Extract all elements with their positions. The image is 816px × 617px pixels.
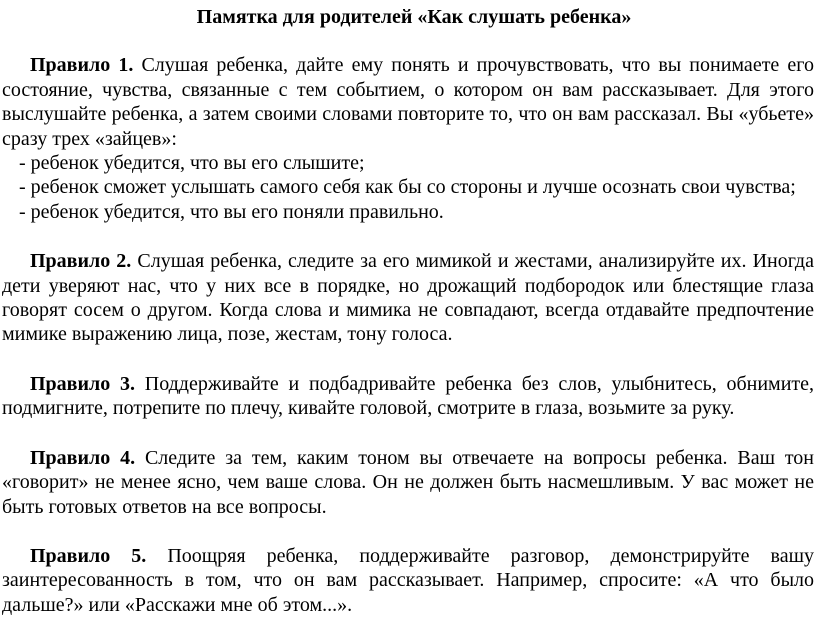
rule-2: [2, 249, 814, 347]
spacer: [2, 347, 814, 372]
page-title: Памятка для родителей «Как слушать ребенка»: [196, 6, 632, 28]
rule-text: Поощряя ребенка, поддерживайте разговор, демонстрируйте вашу заинтересованность в том, что он вам рассказывает. Например, спросите: «А что было дальше?» или «Расскажи мне об этом...».: [2, 544, 814, 616]
rule-paragraph: [2, 53, 814, 151]
list-item: - ребенок сможет услышать самого себя как бы со стороны и лучше осознать свои чувства;: [19, 176, 796, 199]
rule-label: Правило 3.: [30, 372, 135, 395]
rule-paragraph: [2, 544, 814, 617]
rule-text: Слушая ребенка, дайте ему понять и прочувствовать, что вы понимаете его состояние, чувства, связанные с тем событием, о котором он вам рассказывает. Для этого выслушайте ребенка, а затем своими словами повторите то, что он вам рассказал. Вы «убьете» сразу трех «зайцев»:: [2, 54, 815, 150]
rule-label: Правило 5.: [30, 544, 147, 567]
rule-paragraph: [2, 372, 814, 421]
spacer: [2, 29, 814, 53]
rule-text: Слушая ребенка, следите за его мимикой и жестами, анализируйте их. Иногда дети уверяют нас, что у них все в порядке, но дрожащий подбородок или блестящие глаза говорят сосем о другом. Когда слова и мимика не совпадают, всегда отдавайте предпочтение мимике выражению лица, позе, жестам, тону голоса.: [2, 250, 814, 346]
rule-1: [2, 53, 814, 224]
rule-4: [2, 446, 814, 519]
rule-paragraph: [2, 446, 814, 519]
rule-3: [2, 372, 814, 421]
spacer: [2, 421, 814, 446]
rule-text: Поддерживайте и подбадривайте ребенка без слов, улыбнитесь, обнимите, подмигните, потрепите по плечу, кивайте головой, смотрите в глаза, возьмите за руку.: [2, 372, 815, 420]
rule-paragraph: [2, 249, 814, 347]
rule-label: Правило 1.: [30, 54, 134, 77]
rule-5: [2, 544, 814, 617]
spacer: [2, 224, 814, 249]
rule-label: Правило 4.: [30, 446, 136, 469]
rule-text: Следите за тем, каким тоном вы отвечаете на вопросы ребенка. Ваш тон «говорит» не менее ясно, чем ваше слова. Он не должен быть насмешливым. У вас может не быть готовых ответов на все вопросы.: [2, 446, 815, 518]
spacer: [2, 519, 814, 544]
rule-label: Правило 2.: [30, 250, 132, 273]
list-item: - ребенок убедится, что вы его поняли правильно.: [19, 200, 444, 223]
list-item: - ребенок убедится, что вы его слышите;: [19, 152, 365, 175]
